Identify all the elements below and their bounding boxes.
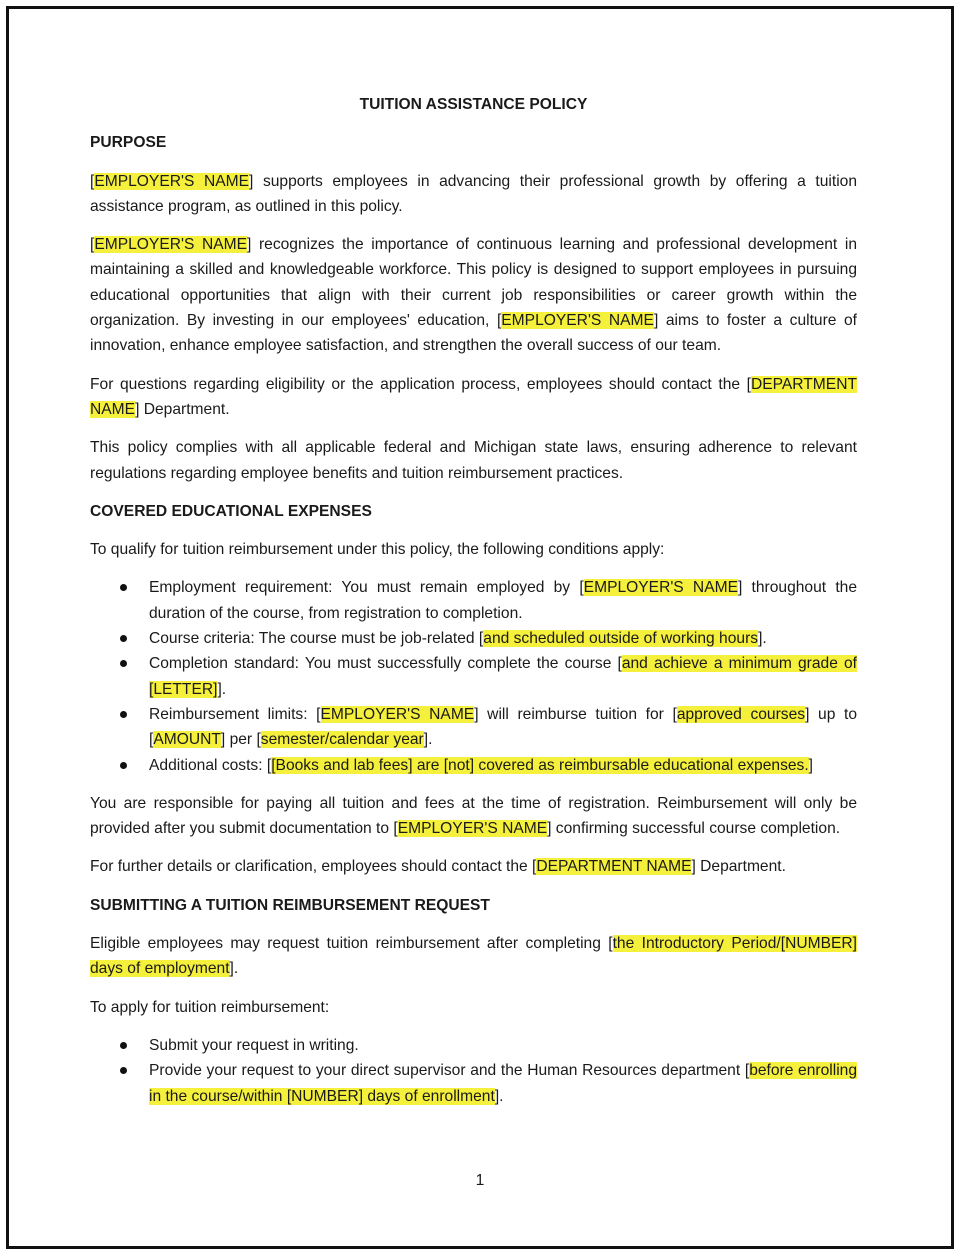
covered-intro: To qualify for tuition reimbursement under this policy, the following conditions apply: — [90, 541, 665, 559]
text: ]. — [423, 731, 433, 749]
text: ] aims to foster a culture of innovation, enhance employee satisfaction, and strengthen the overall success of our team. — [90, 312, 858, 355]
list-item: Submit your request in writing. — [149, 1033, 857, 1058]
placeholder-employer-name: EMPLOYER'S NAME — [94, 236, 248, 254]
covered-responsibility-paragraph — [90, 791, 857, 842]
list-item — [149, 575, 857, 626]
list-item — [149, 651, 857, 702]
text: ] will reimburse tuition for [ — [474, 705, 677, 723]
text: ] up to [ — [149, 705, 858, 749]
text: ] supports employees in advancing their professional growth by offering a tuition assistance program, as outlined in this policy. — [90, 172, 857, 215]
text: You are responsible for paying all tuition and fees at the time of registration. Reimbursement will only be provided after you submit documentation to [ — [90, 794, 857, 838]
placeholder-minimum-grade: and achieve a minimum grade of [LETTER] — [149, 655, 857, 698]
heading-purpose: PURPOSE — [90, 134, 167, 152]
text: [ — [90, 236, 95, 254]
heading-submitting-request: SUBMITTING A TUITION REIMBURSEMENT REQUEST — [90, 896, 490, 914]
placeholder-department-name: DEPARTMENT NAME — [536, 858, 692, 876]
text: ] Department. — [691, 858, 786, 876]
submitting-steps-list — [90, 1033, 857, 1109]
placeholder-course-timing: and scheduled outside of working hours — [483, 630, 759, 648]
text: Provide your request to your direct supervisor and the Human Resources department [ — [149, 1062, 750, 1080]
placeholder-department-name: DEPARTMENT NAME — [90, 375, 857, 418]
text: Reimbursement limits: [ — [149, 705, 321, 723]
heading-covered-expenses: COVERED EDUCATIONAL EXPENSES — [90, 502, 372, 520]
placeholder-amount: AMOUNT — [153, 731, 221, 749]
document-title: TUITION ASSISTANCE POLICY — [359, 96, 588, 113]
placeholder-employer-name: EMPLOYER'S NAME — [320, 705, 475, 723]
placeholder-employer-name: EMPLOYER'S NAME — [501, 312, 654, 330]
text: Completion standard: You must successfully complete the course [ — [149, 655, 622, 673]
text: For further details or clarification, employees should contact the [ — [90, 858, 537, 876]
placeholder-period: semester/calendar year — [260, 731, 424, 749]
purpose-paragraph-3 — [90, 372, 857, 423]
text: ] recognizes the importance of continuous learning and professional development in maintaining a skilled and knowledgeable workforce. This policy is designed to support employees in pursuing educational opportunities that align with their current job responsibilities or career growth within the organization. By investing in our employees' education, [ — [90, 236, 857, 330]
placeholder-approved-courses: approved courses — [676, 705, 806, 723]
placeholder-employer-name: EMPLOYER'S NAME — [583, 579, 738, 597]
submitting-paragraph-2: To apply for tuition reimbursement: — [90, 998, 330, 1016]
text: Eligible employees may request tuition reimbursement after completing [ — [90, 935, 613, 953]
text: ] Department. — [135, 400, 230, 418]
list-item — [149, 753, 857, 778]
text: ]. — [758, 630, 767, 648]
text: ] confirming successful course completion. — [547, 820, 841, 838]
placeholder-employer-name: EMPLOYER'S NAME — [94, 172, 250, 190]
placeholder-additional-costs: [Books and lab fees] are [not] covered as reimbursable educational expenses. — [271, 756, 809, 774]
text: Course criteria: The course must be job-related [ — [149, 630, 484, 648]
text: For questions regarding eligibility or the application process, employees should contact the [ — [90, 375, 751, 393]
text: ]. — [494, 1087, 504, 1105]
placeholder-submission-deadline: before enrolling in the course/within [NUMBER] days of enrollment — [149, 1062, 858, 1105]
text: ] throughout the duration of the course, from registration to completion. — [149, 579, 858, 622]
purpose-paragraph-2 — [90, 232, 857, 358]
text: Additional costs: [ — [149, 756, 272, 774]
text: ] per [ — [220, 731, 261, 749]
text: ]. — [229, 960, 239, 978]
text: ] — [808, 756, 814, 774]
page-number: 1 — [475, 1172, 485, 1189]
covered-conditions-list — [90, 575, 857, 777]
placeholder-eligibility-period: the Introductory Period/[NUMBER] days of employment — [90, 935, 857, 978]
text: [ — [90, 172, 95, 190]
covered-contact-paragraph — [90, 854, 857, 879]
submitting-paragraph-1 — [90, 931, 857, 982]
text: Employment requirement: You must remain employed by [ — [149, 579, 584, 597]
document-body — [90, 92, 857, 1122]
list-item — [149, 1058, 857, 1109]
list-item — [149, 626, 857, 651]
placeholder-employer-name: EMPLOYER'S NAME — [397, 820, 548, 838]
text: ]. — [217, 680, 227, 698]
list-item — [149, 702, 857, 753]
purpose-paragraph-4: This policy complies with all applicable federal and Michigan state laws, ensuring adherence to relevant regulations regarding employee benefits and tuition reimbursement practices. — [90, 439, 857, 482]
purpose-paragraph-1 — [90, 169, 857, 220]
